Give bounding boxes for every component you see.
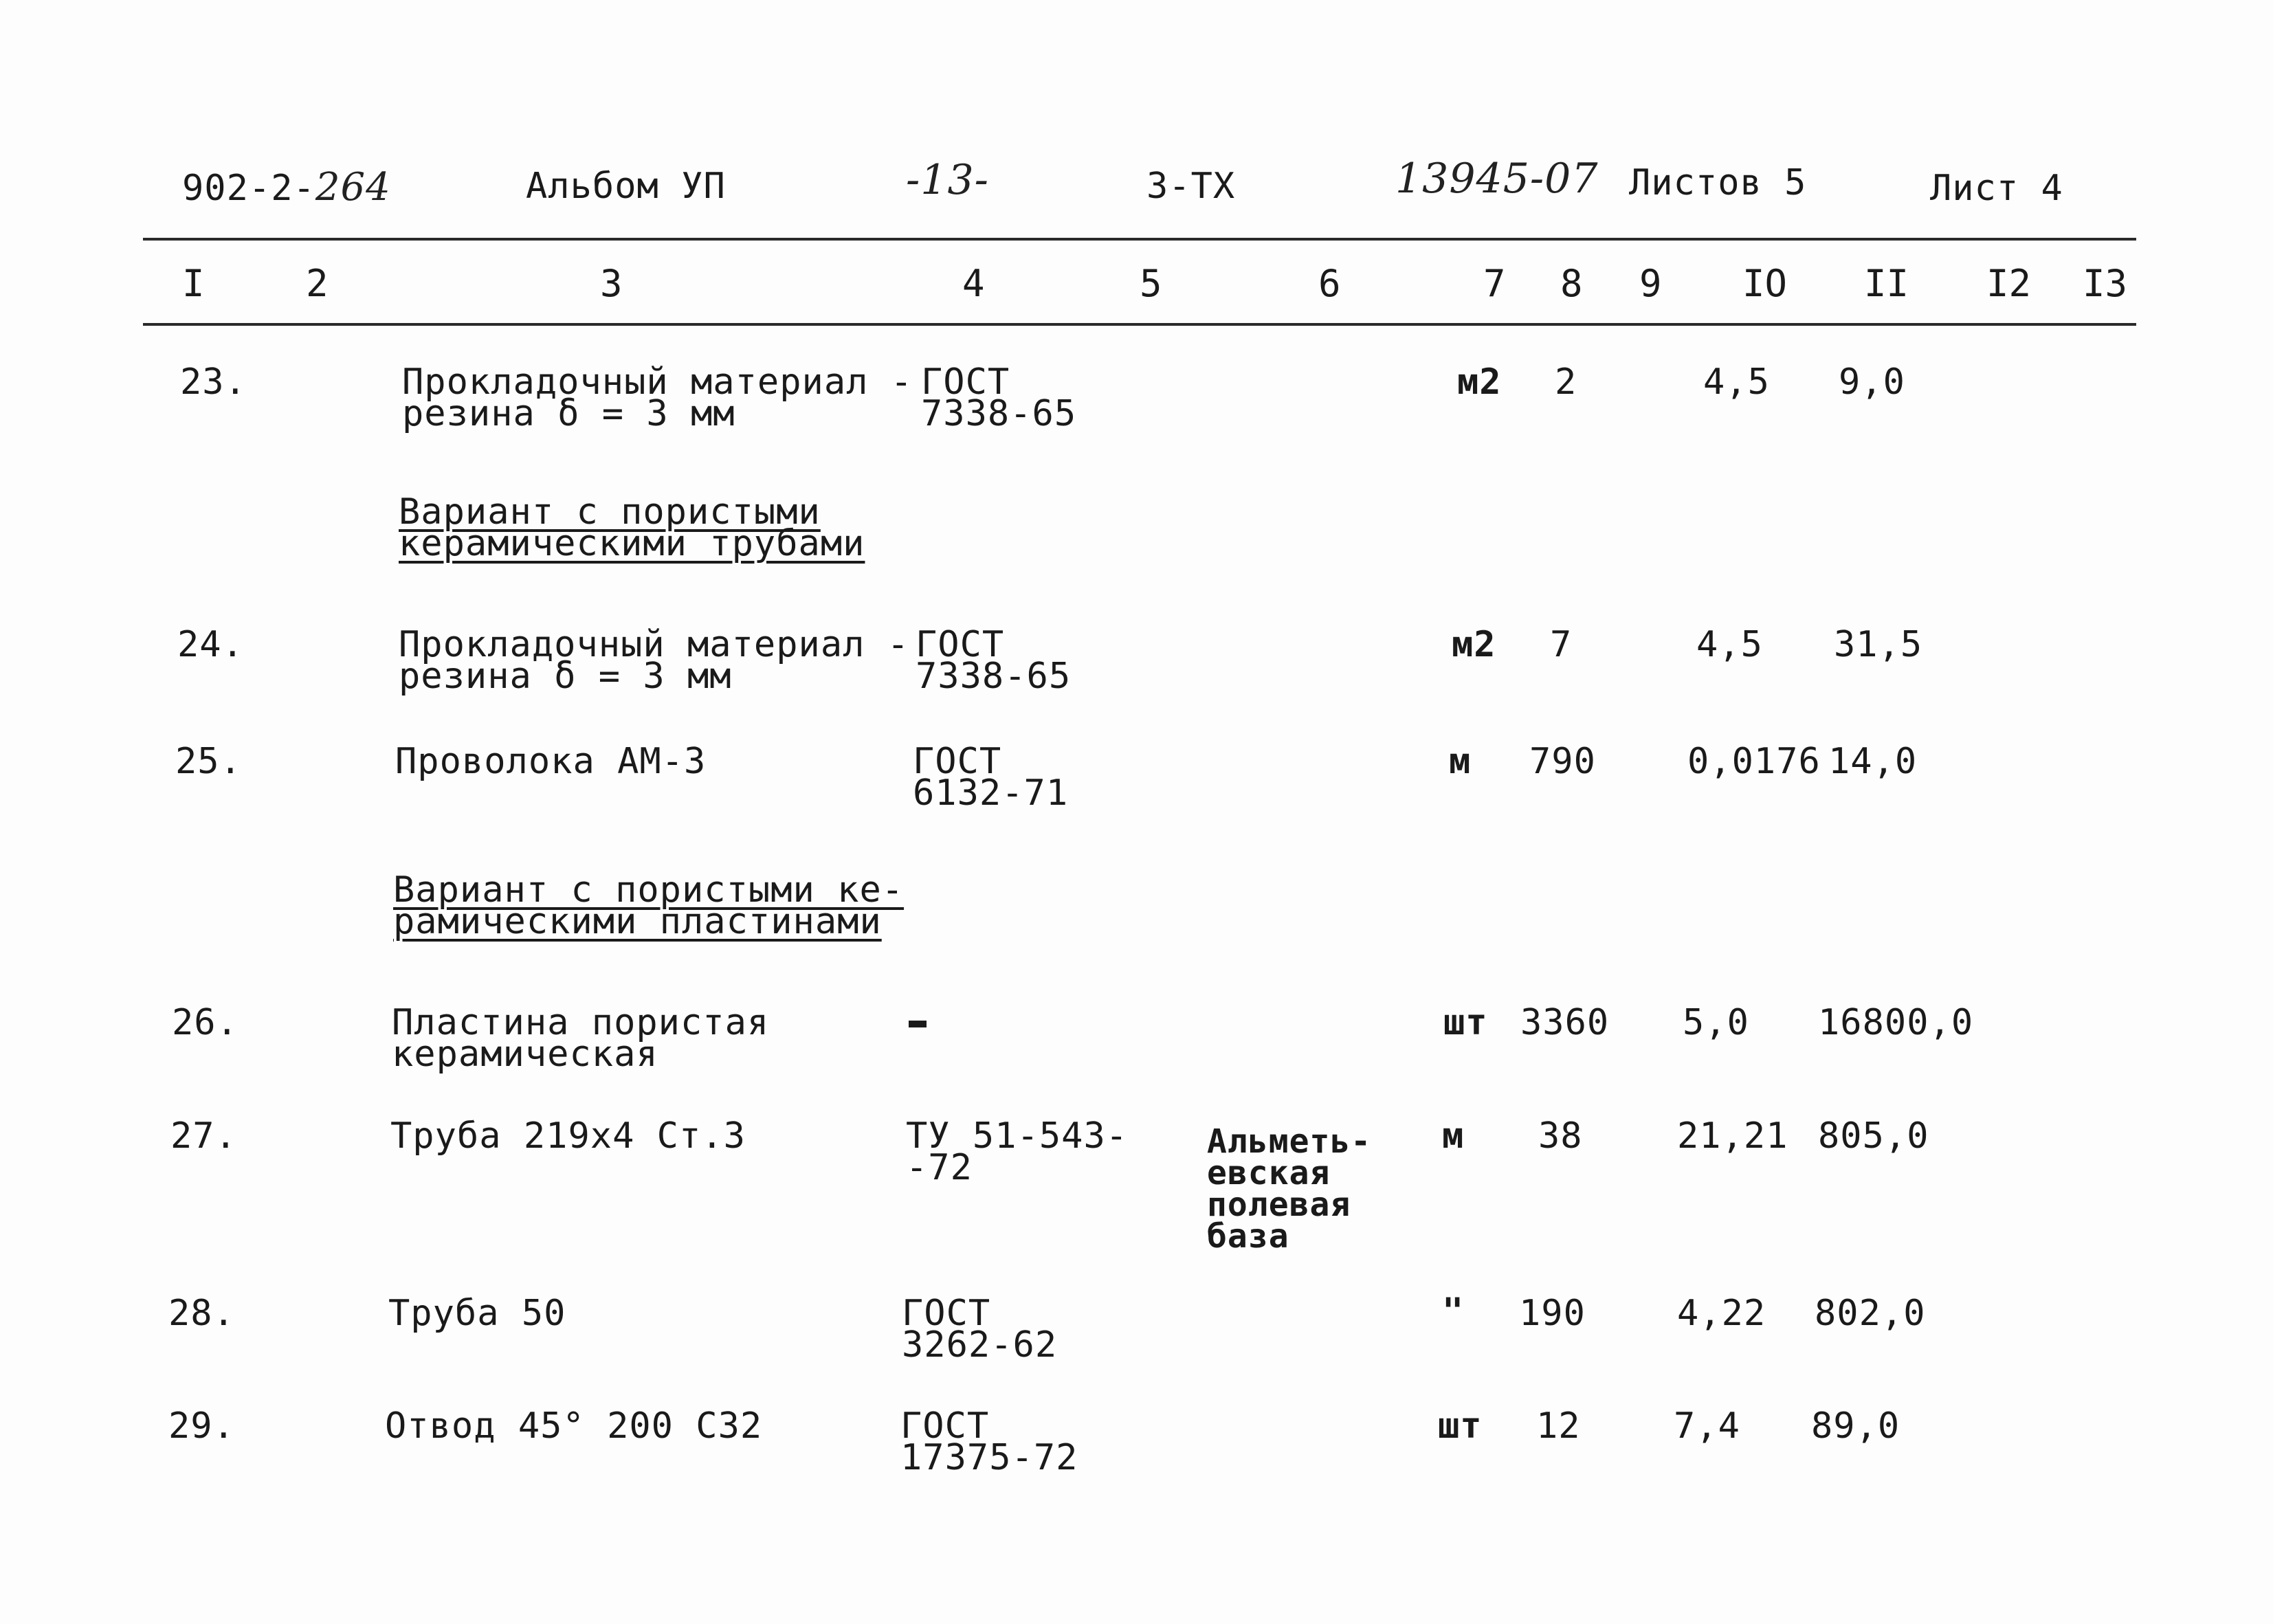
row-28-price: 4,22 bbox=[1677, 1293, 1766, 1334]
row-27-num: 27. bbox=[170, 1115, 237, 1157]
row-26-name: Пластина пористая керамическая bbox=[392, 1002, 770, 1075]
row-28-num: 28. bbox=[168, 1293, 235, 1334]
row-24-doc: ГОСТ 7338-65 bbox=[916, 624, 1072, 697]
row-25-num: 25. bbox=[175, 741, 242, 782]
row-24-price: 4,5 bbox=[1696, 624, 1763, 665]
col-header-7: 7 bbox=[1483, 262, 1506, 305]
col-header-8: 8 bbox=[1560, 262, 1583, 305]
row-25-name: Проволока АМ-3 bbox=[395, 741, 707, 782]
row-26-price: 5,0 bbox=[1683, 1002, 1749, 1043]
doc-number-printed: 902-2- bbox=[182, 168, 315, 209]
row-27-qty: 38 bbox=[1538, 1115, 1583, 1157]
row-29-num: 29. bbox=[168, 1405, 235, 1447]
row-28-unit: " bbox=[1442, 1291, 1465, 1332]
page-marker: -13- bbox=[906, 156, 989, 204]
row-29-price: 7,4 bbox=[1674, 1405, 1740, 1447]
row-29-doc: ГОСТ 17375-72 bbox=[900, 1405, 1078, 1478]
row-27-total: 805,0 bbox=[1818, 1115, 1929, 1157]
row-26-total: 16800,0 bbox=[1818, 1002, 1974, 1043]
header-rule-top bbox=[143, 238, 2136, 241]
col-header-13: I3 bbox=[2083, 262, 2128, 305]
row-27-doc: ТУ 51-543- -72 bbox=[906, 1115, 1129, 1188]
row-24-total: 31,5 bbox=[1834, 624, 1923, 665]
row-23-price: 4,5 bbox=[1703, 361, 1770, 403]
row-29-unit: шт bbox=[1438, 1405, 1483, 1447]
row-24-qty: 7 bbox=[1550, 624, 1573, 665]
row-28-doc: ГОСТ 3262-62 bbox=[902, 1293, 1058, 1366]
doc-number-handwritten: 264 bbox=[315, 165, 391, 210]
row-28-name: Труба 50 bbox=[388, 1293, 566, 1334]
row-23-qty: 2 bbox=[1555, 361, 1577, 403]
row-25-total: 14,0 bbox=[1828, 741, 1918, 782]
section-porous-plates: Вариант с пористыми ке- рамическими пластинами bbox=[393, 869, 905, 942]
row-24-name: Прокладочный материал - резина δ = 3 мм bbox=[399, 624, 910, 697]
sheet-number: Лист 4 bbox=[1930, 168, 2063, 209]
handwritten-code: 13945-07 bbox=[1395, 155, 1599, 203]
col-header-2: 2 bbox=[306, 262, 329, 305]
section-code: 3-ТХ bbox=[1146, 166, 1236, 207]
col-header-1: I bbox=[182, 262, 205, 305]
row-27-name: Труба 219х4 Ст.3 bbox=[390, 1115, 746, 1157]
sheets-count: Листов 5 bbox=[1629, 162, 1807, 203]
row-26-doc-dash bbox=[909, 1021, 927, 1027]
col-header-6: 6 bbox=[1318, 262, 1341, 305]
col-header-5: 5 bbox=[1140, 262, 1162, 305]
row-29-qty: 12 bbox=[1536, 1405, 1581, 1447]
col-header-9: 9 bbox=[1639, 262, 1662, 305]
row-26-unit: шт bbox=[1443, 1002, 1488, 1043]
row-23-unit: м2 bbox=[1457, 361, 1502, 403]
col-header-12: I2 bbox=[1986, 262, 2032, 305]
section-porous-pipes: Вариант с пористыми керамическими трубами bbox=[399, 491, 865, 564]
row-25-unit: м bbox=[1449, 741, 1472, 782]
row-24-unit: м2 bbox=[1452, 624, 1496, 665]
row-26-num: 26. bbox=[172, 1002, 239, 1043]
album-label: Альбом УП bbox=[526, 166, 726, 207]
row-23-total: 9,0 bbox=[1839, 361, 1905, 403]
row-27-price: 21,21 bbox=[1677, 1115, 1788, 1157]
col-header-11: II bbox=[1864, 262, 1909, 305]
row-25-price: 0,0176 bbox=[1687, 741, 1821, 782]
row-23-num: 23. bbox=[180, 361, 247, 403]
col-header-4: 4 bbox=[962, 262, 985, 305]
row-25-qty: 790 bbox=[1529, 741, 1596, 782]
row-29-total: 89,0 bbox=[1811, 1405, 1900, 1447]
row-23-name: Прокладочный материал - резина δ = 3 мм bbox=[402, 361, 913, 434]
row-28-total: 802,0 bbox=[1815, 1293, 1926, 1334]
row-29-name: Отвод 45° 200 С32 bbox=[385, 1405, 763, 1447]
row-28-qty: 190 bbox=[1519, 1293, 1586, 1334]
doc-number bbox=[182, 165, 391, 210]
row-27-unit: м bbox=[1442, 1115, 1465, 1157]
header-rule-bottom bbox=[143, 323, 2136, 326]
col-header-10: IO bbox=[1742, 262, 1788, 305]
row-24-num: 24. bbox=[177, 624, 244, 665]
row-23-doc: ГОСТ 7338-65 bbox=[921, 361, 1077, 434]
col-header-3: 3 bbox=[600, 262, 623, 305]
row-25-doc: ГОСТ 6132-71 bbox=[913, 741, 1069, 814]
row-27-supplier: Альметь- евская полевая база bbox=[1207, 1122, 1372, 1256]
row-26-qty: 3360 bbox=[1520, 1002, 1610, 1043]
